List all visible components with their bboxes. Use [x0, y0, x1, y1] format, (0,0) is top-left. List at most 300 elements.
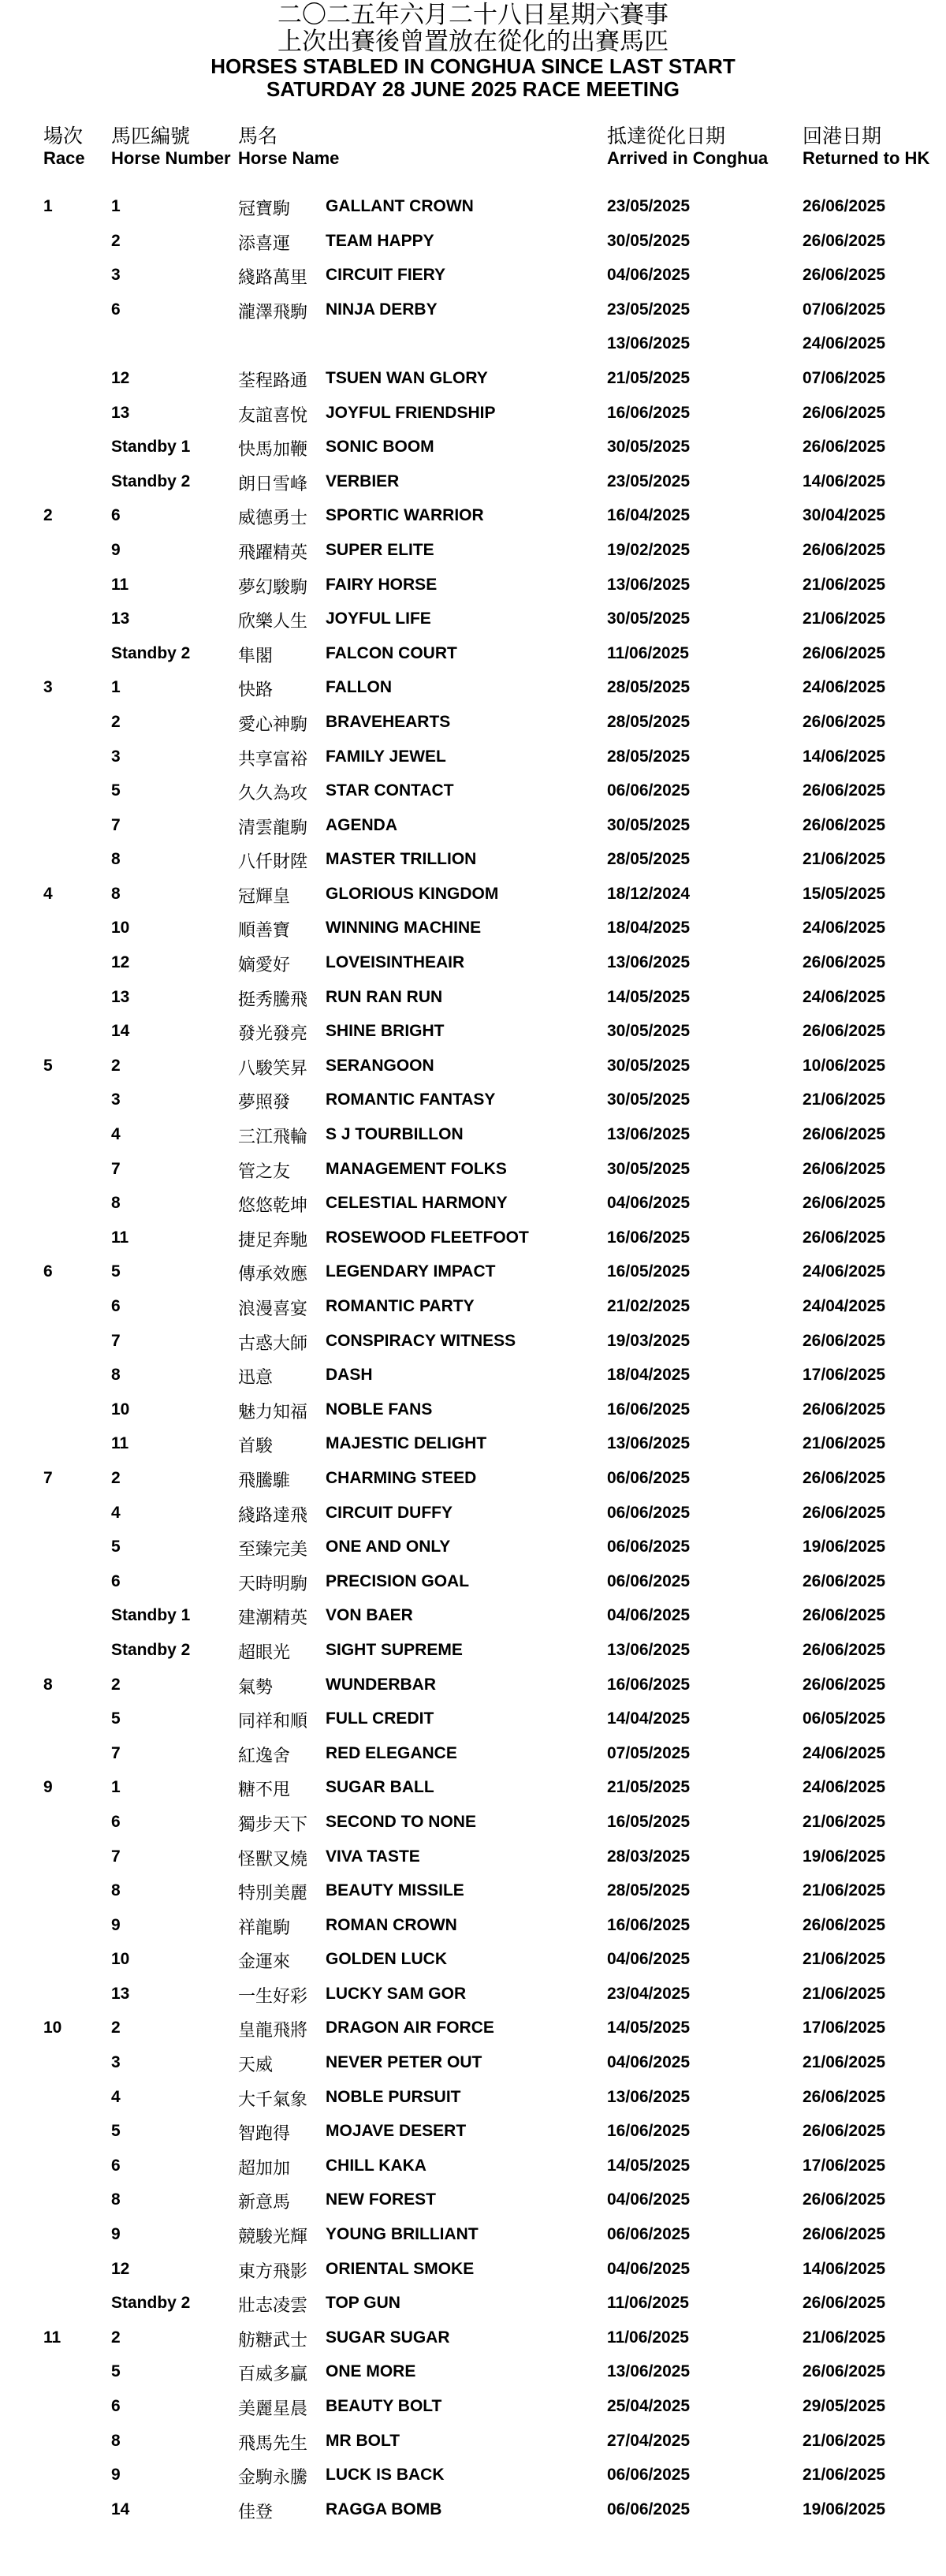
- horse-name-cn-cell: 金運來: [238, 1952, 291, 1973]
- horse-number-cell: 8: [111, 1881, 121, 1900]
- returned-date-cell: 26/06/2025: [803, 781, 886, 800]
- horse-number-cell: 4: [111, 2087, 121, 2106]
- arrived-date-cell: 21/05/2025: [607, 1778, 691, 1797]
- horse-name-en-cell: SECOND TO NONE: [326, 1812, 476, 1831]
- horse-name-cn-cell: 快馬加鞭: [238, 440, 308, 460]
- returned-date-cell: 21/06/2025: [803, 850, 886, 869]
- horse-number-cell: 9: [111, 1915, 121, 1934]
- horse-name-en-cell: FAIRY HORSE: [326, 575, 438, 594]
- table-row: [0, 1669, 946, 1704]
- header-horse-name: 馬名 Horse Name: [238, 125, 340, 168]
- returned-date-cell: 24/06/2025: [803, 678, 886, 697]
- horse-number-cell: 7: [111, 1331, 121, 1350]
- returned-date-cell: 14/06/2025: [803, 747, 886, 766]
- horse-name-en-cell: CIRCUIT DUFFY: [326, 1503, 453, 1522]
- arrived-date-cell: 21/02/2025: [607, 1297, 691, 1315]
- horse-name-en-cell: RED ELEGANCE: [326, 1743, 457, 1762]
- arrived-date-cell: 18/04/2025: [607, 919, 691, 938]
- horse-name-cn-cell: 綫路萬里: [238, 268, 308, 289]
- arrived-date-cell: 21/05/2025: [607, 368, 691, 387]
- race-cell: 1: [43, 197, 53, 215]
- horse-number-cell: 10: [111, 1400, 130, 1418]
- returned-date-cell: 21/06/2025: [803, 2053, 886, 2072]
- horse-name-cn-cell: 古惑大師: [238, 1333, 308, 1354]
- arrived-date-cell: 11/06/2025: [607, 2328, 689, 2347]
- horse-name-cn-cell: 飛馬先生: [238, 2433, 308, 2454]
- table-row: [0, 2150, 946, 2185]
- returned-date-cell: 19/06/2025: [803, 2500, 886, 2518]
- header-arrived: 抵達從化日期 Arrived in Conghua: [607, 125, 769, 168]
- table-row: [0, 878, 946, 913]
- arrived-date-cell: 16/04/2025: [607, 506, 691, 525]
- horse-name-cn-cell: 競駿光輝: [238, 2227, 308, 2248]
- horse-name-cn-cell: 傳承效應: [238, 1265, 308, 1285]
- returned-date-cell: 21/06/2025: [803, 1984, 886, 2003]
- returned-date-cell: 15/05/2025: [803, 884, 886, 903]
- returned-date-cell: 19/06/2025: [803, 1538, 886, 1556]
- horse-number-cell: 1: [111, 197, 121, 215]
- returned-date-cell: 07/06/2025: [803, 368, 886, 387]
- returned-date-cell: 26/06/2025: [803, 2190, 886, 2209]
- table-row: [0, 1119, 946, 1154]
- horse-name-en-cell: MANAGEMENT FOLKS: [326, 1159, 507, 1178]
- table-row: [0, 328, 946, 363]
- race-cell: 2: [43, 506, 53, 525]
- arrived-date-cell: 16/05/2025: [607, 1262, 691, 1281]
- returned-date-cell: 26/06/2025: [803, 2294, 886, 2313]
- returned-date-cell: 26/06/2025: [803, 1675, 886, 1694]
- horse-number-cell: Standby 2: [111, 1640, 191, 1659]
- horse-number-cell: 9: [111, 2225, 121, 2244]
- horse-name-cn-cell: 至臻完美: [238, 1540, 308, 1560]
- table-row: [0, 1325, 946, 1360]
- returned-date-cell: 26/06/2025: [803, 231, 886, 250]
- header-returned: 回港日期 Returned to HK: [803, 125, 930, 168]
- horse-number-cell: 8: [111, 2431, 121, 2450]
- table-row: [0, 569, 946, 604]
- horse-name-cn-cell: 愛心神駒: [238, 714, 308, 735]
- horse-number-cell: 2: [111, 712, 121, 731]
- horse-number-cell: 13: [111, 987, 130, 1006]
- returned-date-cell: 06/05/2025: [803, 1709, 886, 1728]
- horse-name-en-cell: MOJAVE DESERT: [326, 2122, 467, 2141]
- arrived-date-cell: 13/06/2025: [607, 575, 691, 594]
- horse-name-en-cell: GALLANT CROWN: [326, 197, 474, 215]
- horse-name-cn-cell: 紅逸舍: [238, 1746, 291, 1766]
- horse-name-en-cell: NOBLE FANS: [326, 1400, 433, 1418]
- horse-number-cell: 12: [111, 368, 130, 387]
- arrived-date-cell: 28/03/2025: [607, 1847, 691, 1866]
- horse-number-cell: Standby 2: [111, 472, 191, 490]
- horse-name-cn-cell: 久久為攻: [238, 784, 308, 804]
- returned-date-cell: 26/06/2025: [803, 953, 886, 972]
- horse-name-en-cell: BEAUTY BOLT: [326, 2397, 442, 2415]
- returned-date-cell: 26/06/2025: [803, 1228, 886, 1247]
- horse-name-cn-cell: 天時明駒: [238, 1574, 308, 1594]
- header-race: 場次 Race: [43, 125, 85, 168]
- horse-name-cn-cell: 友誼喜悅: [238, 405, 308, 426]
- horse-name-cn-cell: 浪漫喜宴: [238, 1299, 308, 1319]
- table-row: [0, 2047, 946, 2082]
- table-row: [0, 397, 946, 432]
- horse-name-cn-cell: 魅力知福: [238, 1402, 308, 1422]
- horse-name-cn-cell: 快路: [238, 680, 274, 701]
- returned-date-cell: 14/06/2025: [803, 2259, 886, 2278]
- horse-name-en-cell: NINJA DERBY: [326, 300, 438, 319]
- horse-name-en-cell: CHILL KAKA: [326, 2156, 426, 2175]
- horse-name-en-cell: JOYFUL LIFE: [326, 610, 431, 628]
- race-cell: 9: [43, 1778, 53, 1797]
- horse-name-en-cell: MR BOLT: [326, 2431, 400, 2450]
- horse-name-cn-cell: 智跑得: [238, 2124, 291, 2145]
- arrived-date-cell: 28/05/2025: [607, 712, 691, 731]
- horse-number-cell: 2: [111, 231, 121, 250]
- horse-name-cn-cell: 百威多贏: [238, 2365, 308, 2385]
- title-line-cn-1: 二〇二五年六月二十八日星期六賽事: [277, 1, 669, 29]
- table-row: [0, 466, 946, 501]
- table-row: [0, 1772, 946, 1806]
- table-row: [0, 1635, 946, 1669]
- horse-name-cn-cell: 同祥和順: [238, 1712, 308, 1732]
- table-row: [0, 363, 946, 397]
- table-row: [0, 810, 946, 844]
- returned-date-cell: 17/06/2025: [803, 2156, 886, 2175]
- table-row: [0, 500, 946, 535]
- table-row: [0, 1703, 946, 1738]
- table-row: [0, 1187, 946, 1222]
- horse-name-en-cell: TEAM HAPPY: [326, 231, 434, 250]
- horse-name-en-cell: AGENDA: [326, 815, 398, 834]
- title-line-en-1: HORSES STABLED IN CONGHUA SINCE LAST START: [210, 54, 736, 78]
- horse-number-cell: 11: [111, 575, 129, 594]
- arrived-date-cell: 30/05/2025: [607, 1090, 691, 1109]
- horse-name-cn-cell: 發光發亮: [238, 1024, 308, 1045]
- horse-name-en-cell: YOUNG BRILLIANT: [326, 2225, 479, 2244]
- returned-date-cell: 26/06/2025: [803, 266, 886, 285]
- arrived-date-cell: 13/06/2025: [607, 1125, 691, 1144]
- table-row: [0, 706, 946, 741]
- table-row: [0, 1978, 946, 2013]
- arrived-date-cell: 06/06/2025: [607, 2466, 691, 2485]
- horse-number-cell: 4: [111, 1503, 121, 1522]
- horse-name-cn-cell: 綫路達飛: [238, 1505, 308, 1526]
- race-cell: 6: [43, 1262, 53, 1281]
- horse-number-cell: 5: [111, 1262, 121, 1281]
- horse-name-en-cell: ONE AND ONLY: [326, 1538, 451, 1556]
- horse-name-en-cell: SUGAR BALL: [326, 1778, 434, 1797]
- table-row: [0, 1154, 946, 1188]
- horse-name-en-cell: CHARMING STEED: [326, 1468, 477, 1487]
- horse-name-cn-cell: 建潮精英: [238, 1609, 308, 1629]
- returned-date-cell: 24/04/2025: [803, 1297, 886, 1315]
- horse-name-en-cell: TSUEN WAN GLORY: [326, 368, 488, 387]
- returned-date-cell: 24/06/2025: [803, 1778, 886, 1797]
- table-row: [0, 1910, 946, 1944]
- table-row: [0, 1084, 946, 1119]
- horse-name-en-cell: ONE MORE: [326, 2362, 416, 2381]
- horse-name-en-cell: LEGENDARY IMPACT: [326, 1262, 496, 1281]
- horse-name-en-cell: WUNDERBAR: [326, 1675, 436, 1694]
- horse-name-en-cell: CONSPIRACY WITNESS: [326, 1331, 516, 1350]
- arrived-date-cell: 23/05/2025: [607, 197, 691, 215]
- horse-number-cell: 6: [111, 2156, 121, 2175]
- table-row: [0, 431, 946, 466]
- horse-number-cell: 8: [111, 2190, 121, 2209]
- horse-number-cell: 5: [111, 1709, 121, 1728]
- arrived-date-cell: 14/04/2025: [607, 1709, 691, 1728]
- horse-name-en-cell: TOP GUN: [326, 2294, 400, 2313]
- horse-name-cn-cell: 欣樂人生: [238, 612, 308, 632]
- arrived-date-cell: 28/05/2025: [607, 678, 691, 697]
- horse-name-cn-cell: 瀧澤飛駒: [238, 302, 308, 322]
- horse-name-cn-cell: 威德勇士: [238, 509, 308, 529]
- table-row: [0, 1531, 946, 1566]
- table-row: [0, 2425, 946, 2460]
- arrived-date-cell: 13/06/2025: [607, 2362, 691, 2381]
- table-row: [0, 1394, 946, 1429]
- arrived-date-cell: 25/04/2025: [607, 2397, 691, 2415]
- horse-name-cn-cell: 飛躍精英: [238, 542, 308, 563]
- horse-name-en-cell: SONIC BOOM: [326, 438, 434, 457]
- horse-name-en-cell: ROMANTIC PARTY: [326, 1297, 475, 1315]
- arrived-date-cell: 04/06/2025: [607, 1950, 691, 1969]
- table-row: [0, 1428, 946, 1463]
- horse-number-cell: 13: [111, 403, 130, 422]
- race-cell: 7: [43, 1468, 53, 1487]
- table-row: [0, 191, 946, 226]
- returned-date-cell: 26/06/2025: [803, 643, 886, 662]
- horse-number-cell: Standby 2: [111, 2294, 191, 2313]
- horse-name-en-cell: CELESTIAL HARMONY: [326, 1194, 508, 1213]
- horse-number-cell: 5: [111, 2122, 121, 2141]
- returned-date-cell: 29/05/2025: [803, 2397, 886, 2415]
- horse-name-en-cell: GLORIOUS KINGDOM: [326, 884, 499, 903]
- returned-date-cell: 21/06/2025: [803, 2431, 886, 2450]
- returned-date-cell: 26/06/2025: [803, 1125, 886, 1144]
- horse-number-cell: 12: [111, 2259, 130, 2278]
- horse-number-cell: 10: [111, 919, 130, 938]
- horse-name-en-cell: BEAUTY MISSILE: [326, 1881, 464, 1900]
- table-row: [0, 1016, 946, 1050]
- horse-name-en-cell: ROMANTIC FANTASY: [326, 1090, 496, 1109]
- horse-name-en-cell: LUCKY SAM GOR: [326, 1984, 467, 2003]
- returned-date-cell: 24/06/2025: [803, 919, 886, 938]
- arrived-date-cell: 30/05/2025: [607, 815, 691, 834]
- horse-name-cn-cell: 八駿笑昇: [238, 1058, 308, 1079]
- table-row: [0, 226, 946, 260]
- table-row: [0, 2356, 946, 2391]
- horse-name-cn-cell: 東方飛影: [238, 2261, 308, 2282]
- arrived-date-cell: 18/12/2024: [607, 884, 691, 903]
- horse-number-cell: 2: [111, 1468, 121, 1487]
- horse-name-en-cell: LUCK IS BACK: [326, 2466, 445, 2485]
- horse-number-cell: 8: [111, 1366, 121, 1385]
- horse-name-en-cell: NEVER PETER OUT: [326, 2053, 482, 2072]
- arrived-date-cell: 19/02/2025: [607, 540, 691, 559]
- arrived-date-cell: 04/06/2025: [607, 1606, 691, 1625]
- table-row: [0, 775, 946, 810]
- horse-name-en-cell: SHINE BRIGHT: [326, 1022, 445, 1041]
- arrived-date-cell: 06/06/2025: [607, 1538, 691, 1556]
- table-row: [0, 982, 946, 1016]
- returned-date-cell: 26/06/2025: [803, 1915, 886, 1934]
- horse-name-cn-cell: 順善寶: [238, 921, 291, 941]
- horse-number-cell: Standby 1: [111, 1606, 191, 1625]
- horse-name-cn-cell: 超眼光: [238, 1642, 291, 1663]
- returned-date-cell: 26/06/2025: [803, 1400, 886, 1418]
- arrived-date-cell: 18/04/2025: [607, 1366, 691, 1385]
- horse-name-cn-cell: 清雲龍駒: [238, 818, 308, 838]
- arrived-date-cell: 04/06/2025: [607, 2053, 691, 2072]
- horse-name-cn-cell: 夢幻駿駒: [238, 577, 308, 598]
- table-row: [0, 2184, 946, 2219]
- returned-date-cell: 21/06/2025: [803, 1812, 886, 1831]
- race-cell: 10: [43, 2019, 62, 2037]
- returned-date-cell: 10/06/2025: [803, 1056, 886, 1075]
- horse-number-cell: 6: [111, 2397, 121, 2415]
- returned-date-cell: 26/06/2025: [803, 438, 886, 457]
- table-row: [0, 603, 946, 638]
- horse-name-cn-cell: 添喜運: [238, 233, 291, 254]
- horse-name-cn-cell: 舫糖武士: [238, 2330, 308, 2350]
- returned-date-cell: 21/06/2025: [803, 575, 886, 594]
- arrived-date-cell: 30/05/2025: [607, 231, 691, 250]
- arrived-date-cell: 30/05/2025: [607, 610, 691, 628]
- horse-number-cell: 8: [111, 850, 121, 869]
- table-row: [0, 1291, 946, 1325]
- horse-number-cell: 7: [111, 1159, 121, 1178]
- arrived-date-cell: 11/06/2025: [607, 643, 689, 662]
- arrived-date-cell: 16/06/2025: [607, 1400, 691, 1418]
- arrived-date-cell: 04/06/2025: [607, 266, 691, 285]
- table-row: [0, 1050, 946, 1085]
- returned-date-cell: 26/06/2025: [803, 1640, 886, 1659]
- horse-name-en-cell: SUPER ELITE: [326, 540, 434, 559]
- arrived-date-cell: 16/06/2025: [607, 2122, 691, 2141]
- horse-number-cell: 5: [111, 2362, 121, 2381]
- horse-name-cn-cell: 皇龍飛將: [238, 2021, 308, 2041]
- horse-name-cn-cell: 隼閣: [238, 646, 274, 666]
- horse-name-en-cell: JOYFUL FRIENDSHIP: [326, 403, 496, 422]
- horse-number-cell: 1: [111, 1778, 121, 1797]
- arrived-date-cell: 13/06/2025: [607, 953, 691, 972]
- horse-name-cn-cell: 天威: [238, 2056, 274, 2076]
- horse-number-cell: 14: [111, 2500, 130, 2518]
- table-row: [0, 2287, 946, 2322]
- arrived-date-cell: 06/06/2025: [607, 2225, 691, 2244]
- horse-name-en-cell: DRAGON AIR FORCE: [326, 2019, 494, 2037]
- returned-date-cell: 17/06/2025: [803, 2019, 886, 2037]
- table-row: [0, 1566, 946, 1601]
- table-row: [0, 2254, 946, 2288]
- race-cell: 5: [43, 1056, 53, 1075]
- horse-number-cell: 6: [111, 1297, 121, 1315]
- arrived-date-cell: 28/05/2025: [607, 1881, 691, 1900]
- horse-number-cell: 3: [111, 747, 121, 766]
- horse-name-en-cell: BRAVEHEARTS: [326, 712, 451, 731]
- horse-name-cn-cell: 新意馬: [238, 2193, 291, 2213]
- horse-name-en-cell: PRECISION GOAL: [326, 1571, 470, 1590]
- returned-date-cell: 26/06/2025: [803, 1468, 886, 1487]
- arrived-date-cell: 30/05/2025: [607, 1056, 691, 1075]
- returned-date-cell: 26/06/2025: [803, 2362, 886, 2381]
- arrived-date-cell: 30/05/2025: [607, 1159, 691, 1178]
- horse-number-cell: 3: [111, 2053, 121, 2072]
- horse-name-en-cell: STAR CONTACT: [326, 781, 454, 800]
- horse-name-en-cell: NOBLE PURSUIT: [326, 2087, 461, 2106]
- horse-name-en-cell: SUGAR SUGAR: [326, 2328, 450, 2347]
- returned-date-cell: 26/06/2025: [803, 540, 886, 559]
- race-cell: 8: [43, 1675, 53, 1694]
- horse-name-cn-cell: 首駿: [238, 1437, 274, 1457]
- returned-date-cell: 30/04/2025: [803, 506, 886, 525]
- table-row: [0, 1497, 946, 1532]
- horse-number-cell: 11: [111, 1434, 129, 1453]
- arrived-date-cell: 13/06/2025: [607, 334, 691, 353]
- race-cell: 11: [43, 2328, 61, 2347]
- horse-name-en-cell: NEW FOREST: [326, 2190, 436, 2209]
- horse-name-cn-cell: 特別美麗: [238, 1884, 308, 1904]
- horse-name-cn-cell: 捷足奔馳: [238, 1230, 308, 1251]
- arrived-date-cell: 06/06/2025: [607, 2500, 691, 2518]
- horse-name-en-cell: ROMAN CROWN: [326, 1915, 457, 1934]
- arrived-date-cell: 16/06/2025: [607, 1675, 691, 1694]
- horse-name-cn-cell: 冠輝皇: [238, 886, 291, 907]
- horse-name-en-cell: CIRCUIT FIERY: [326, 266, 446, 285]
- returned-date-cell: 26/06/2025: [803, 1159, 886, 1178]
- arrived-date-cell: 06/06/2025: [607, 1571, 691, 1590]
- returned-date-cell: 26/06/2025: [803, 2225, 886, 2244]
- arrived-date-cell: 04/06/2025: [607, 2190, 691, 2209]
- arrived-date-cell: 13/06/2025: [607, 1640, 691, 1659]
- arrived-date-cell: 28/05/2025: [607, 747, 691, 766]
- horse-number-cell: 7: [111, 1743, 121, 1762]
- table-row: [0, 947, 946, 982]
- horse-name-cn-cell: 悠悠乾坤: [238, 1196, 308, 1217]
- horse-name-cn-cell: 超加加: [238, 2158, 291, 2179]
- horse-number-cell: 9: [111, 2466, 121, 2485]
- arrived-date-cell: 16/06/2025: [607, 403, 691, 422]
- arrived-date-cell: 14/05/2025: [607, 2156, 691, 2175]
- table-row: [0, 294, 946, 329]
- arrived-date-cell: 28/05/2025: [607, 850, 691, 869]
- returned-date-cell: 26/06/2025: [803, 1194, 886, 1213]
- horse-name-cn-cell: 壯志凌雲: [238, 2296, 308, 2317]
- horse-number-cell: 3: [111, 1090, 121, 1109]
- horse-number-cell: Standby 2: [111, 643, 191, 662]
- horse-name-cn-cell: 氣勢: [238, 1677, 274, 1698]
- returned-date-cell: 19/06/2025: [803, 1847, 886, 1866]
- arrived-date-cell: 23/05/2025: [607, 300, 691, 319]
- arrived-date-cell: 16/05/2025: [607, 1812, 691, 1831]
- returned-date-cell: 26/06/2025: [803, 197, 886, 215]
- table-row: [0, 1738, 946, 1773]
- horse-name-en-cell: FALLON: [326, 678, 392, 697]
- horse-name-cn-cell: 三江飛輪: [238, 1128, 308, 1148]
- horse-name-en-cell: WINNING MACHINE: [326, 919, 482, 938]
- horse-name-en-cell: MASTER TRILLION: [326, 850, 477, 869]
- horse-number-cell: 3: [111, 266, 121, 285]
- arrived-date-cell: 27/04/2025: [607, 2431, 691, 2450]
- table-row: [0, 1359, 946, 1394]
- horse-name-cn-cell: 迅意: [238, 1368, 274, 1389]
- horse-name-en-cell: SIGHT SUPREME: [326, 1640, 463, 1659]
- returned-date-cell: 26/06/2025: [803, 1022, 886, 1041]
- table-row: [0, 741, 946, 776]
- horse-name-cn-cell: 糖不甩: [238, 1780, 291, 1801]
- title-line-cn-2: 上次出賽後曾置放在從化的出賽馬匹: [277, 28, 669, 56]
- table-row: [0, 1944, 946, 1978]
